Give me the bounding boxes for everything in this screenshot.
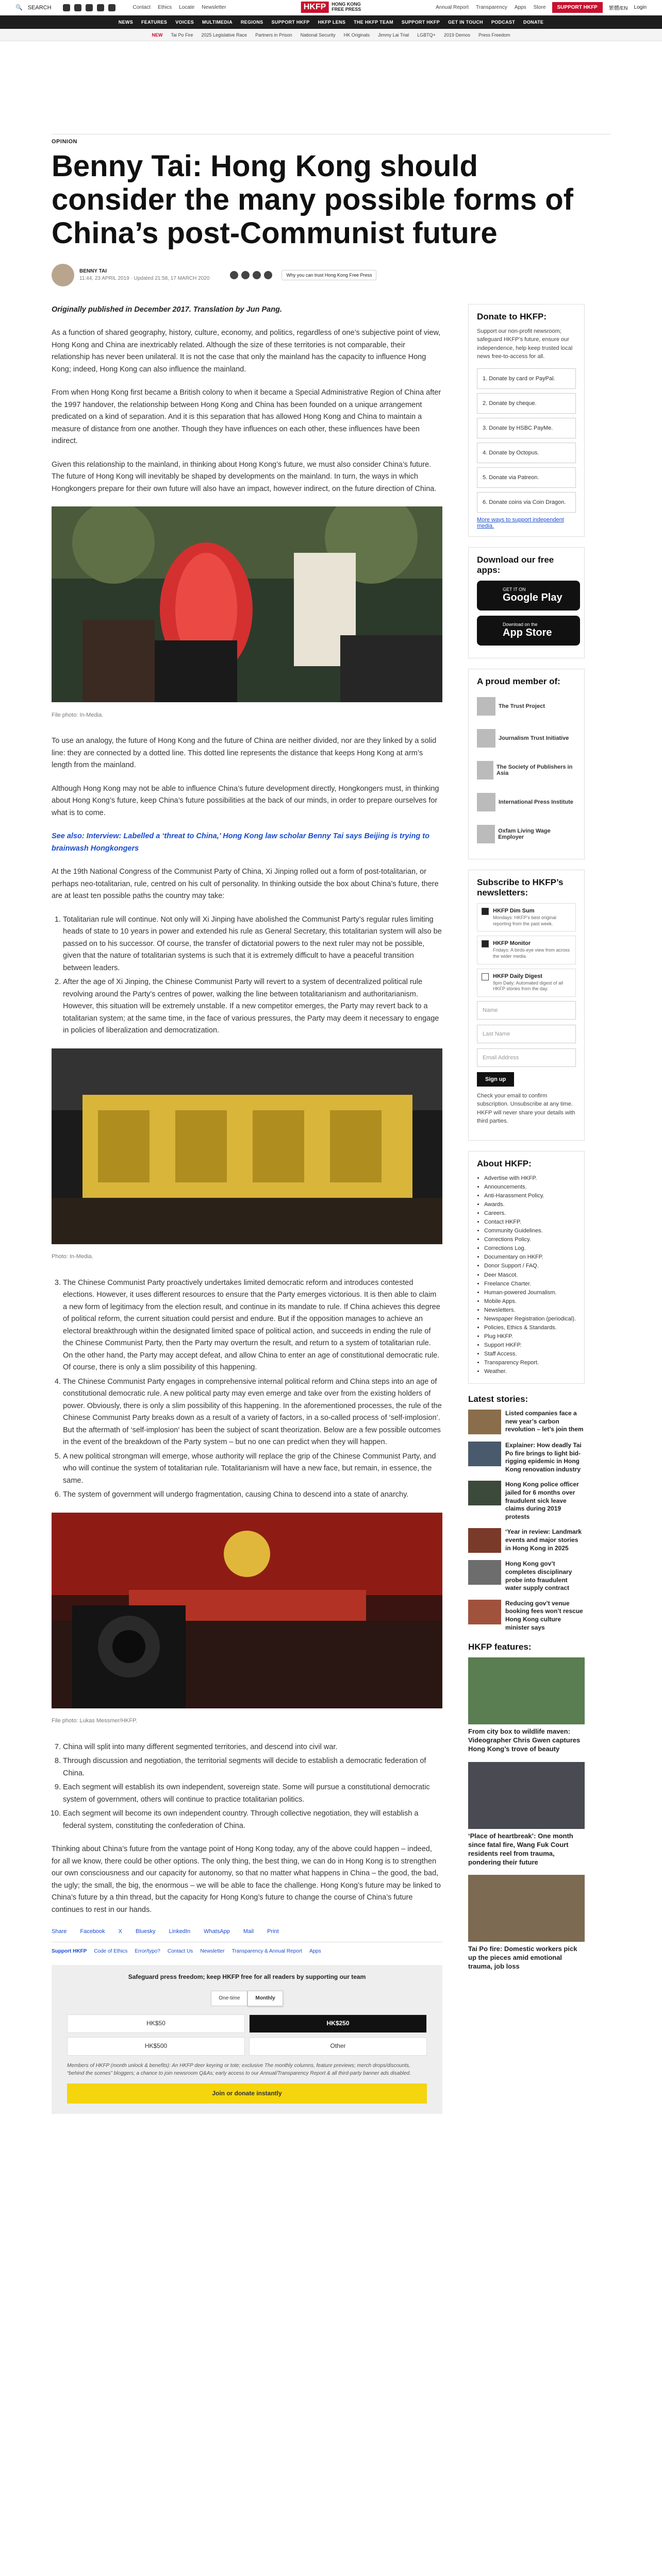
- byline: [79, 268, 209, 281]
- latest-item[interactable]: [468, 1560, 585, 1592]
- member-logo[interactable]: [477, 820, 576, 849]
- app-store-button[interactable]: [477, 616, 580, 646]
- subnav-item[interactable]: Partners in Prison: [255, 32, 292, 38]
- footer-link[interactable]: Code of Ethics: [94, 1948, 128, 1955]
- list-item: 4. The Chinese Communist Party engages in comprehensive internal political reform and China steps into an age of constitutional democratic rule. A new political party may even emerge and take over from the existing holders of power. Obviously, there is only a slim possibility of this happening. In the aforementioned processes, the rule of the Chinese Communist Party breaks down as a result of a variety of factors, in a so-called process of ‘self-implosion’. But the aftermath of ‘self-implosion’ has been the subject of scant theorization. Below are a few possible outcomes in the event of the breakdown of the Party system – but no one can predict when they will happen.: [63, 1376, 442, 1449]
- publish-dates: 11:44, 23 APRIL 2019 · Updated 21:58, 17 MARCH 2020: [79, 276, 210, 282]
- about-link[interactable]: • Deer Mascot.: [484, 1271, 576, 1280]
- about-link[interactable]: • Corrections Policy.: [484, 1235, 576, 1244]
- features-title: HKFP features:: [468, 1642, 532, 1652]
- whatsapp-share-icon[interactable]: [253, 271, 261, 279]
- email-share-icon[interactable]: [264, 271, 272, 279]
- x-icon[interactable]: [74, 4, 81, 11]
- article-title: Benny Tai: Hong Kong should consider the many possible forms of China’s post-Communist future: [52, 149, 573, 250]
- topbar-right: [436, 2, 647, 13]
- footer-link[interactable]: Error/typo?: [135, 1948, 160, 1955]
- footer-link[interactable]: Transparency & Annual Report: [231, 1948, 302, 1955]
- donate-banner: [52, 1965, 442, 2114]
- member-logo-icon: [477, 825, 495, 843]
- donate-text: Support our non-profit newsroom; safeguard HKFP’s future, ensure our independence, help keep trusted local news free-to-access for all.: [477, 328, 573, 360]
- article-header: [0, 134, 608, 286]
- newsletter-option[interactable]: [477, 969, 576, 997]
- feature-item[interactable]: [468, 1762, 585, 1867]
- share-print[interactable]: Print: [267, 1928, 279, 1935]
- amount-option[interactable]: Other: [249, 2037, 427, 2056]
- brand-logo[interactable]: [301, 2, 361, 13]
- about-link[interactable]: • Awards.: [484, 1200, 576, 1209]
- paragraph: As a function of shared geography, history, culture, economy, and politics, regardless of one’s subjective point of view, Hong Kong and China are inextricably related. Although the size of these territories is not comparable, their relationship has never been unilateral. It is not the case that only the mainland has the capacity to influence Hong Kong; indeed, Hong Kong can also influence the mainland.: [52, 329, 441, 374]
- brand-line2: FREE PRESS: [332, 7, 361, 12]
- latest-item[interactable]: [468, 1528, 585, 1553]
- checkbox[interactable]: [482, 908, 489, 915]
- feature-item[interactable]: [468, 1875, 585, 1971]
- share-label: Share: [52, 1928, 67, 1935]
- subnav-item[interactable]: National Security: [300, 32, 336, 38]
- nav-item[interactable]: THE HKFP TEAM: [354, 20, 393, 25]
- share-whatsapp[interactable]: WhatsApp: [204, 1928, 230, 1935]
- top-link[interactable]: Annual Report: [436, 5, 469, 10]
- list-item: 1. Totalitarian rule will continue. Not only will Xi Jinping have abolished the Communist Party’s regular rules limiting heads of state to 10 years in power and extended his rule as General Secretary, this totalitarian system will also be passed on to his successor. Of course, the transfer of dictatorial powers to the next ruler may not be possible, given that the nature of totalitarian systems is such that it is extremely difficult to have a peaceful transition between leaders.: [63, 914, 442, 974]
- latest-headline: Listed companies face a new year’s carbon revolution – let’s join them: [505, 1410, 584, 1433]
- top-links: [133, 5, 226, 10]
- linkedin-icon[interactable]: [108, 4, 115, 11]
- sub-nav: [0, 29, 662, 41]
- member-logo[interactable]: [477, 788, 576, 817]
- subscribe-title: Subscribe to HKFP’s newsletters:: [477, 877, 564, 897]
- newsletter-name: HKFP Monitor: [493, 940, 531, 947]
- last-name-input[interactable]: Last Name: [477, 1025, 576, 1043]
- member-name: Journalism Trust Initiative: [499, 735, 569, 741]
- about-link[interactable]: • Support HKFP.: [484, 1341, 576, 1350]
- see-also-link[interactable]: See also: Interview: Labelled a ‘threat to China,’ Hong Kong law scholar Benny Tai says Beijing is trying to brainwash Hongkongers: [52, 832, 429, 853]
- paragraph: Given this relationship to the mainland, in thinking about Hong Kong’s future, we must also consider China’s future. The future of Hong Kong will inevitably be shaped by developments on the mainland. In turn, the ways in which Hongkongers prepare for their own future will also have an impact, however indirect, on the future direction of China.: [52, 460, 437, 493]
- subnav-item[interactable]: HK Originals: [343, 32, 370, 38]
- nav-item[interactable]: PODCAST: [491, 20, 516, 25]
- donate-option[interactable]: 3. Donate by HSBC PayMe.: [477, 418, 576, 438]
- newsletter-desc: Fridays: A birds-eye view from across the wider media.: [493, 947, 570, 959]
- latest-headline: ‘Year in review: Landmark events and major stories in Hong Kong in 2025: [505, 1528, 582, 1552]
- latest-stories: [468, 1394, 585, 1632]
- newsletter-option[interactable]: [477, 936, 576, 964]
- subnav-item[interactable]: 2019 Demos: [443, 32, 470, 38]
- login-link[interactable]: Login: [634, 5, 647, 10]
- newsletter-box: [468, 870, 585, 1141]
- about-link[interactable]: • Newspaper Registration (periodical).: [484, 1315, 576, 1324]
- feature-item[interactable]: [468, 1657, 585, 1754]
- footer-link[interactable]: Apps: [309, 1948, 321, 1955]
- feature-headline: From city box to wildlife maven: Videographer Chris Gwen captures Hong Kong’s trove of beauty: [468, 1727, 581, 1753]
- page-layout: [0, 304, 662, 2114]
- about-link[interactable]: • Corrections Log.: [484, 1244, 576, 1253]
- latest-item[interactable]: [468, 1442, 585, 1473]
- language-toggle[interactable]: 繁體/EN: [608, 6, 628, 11]
- member-logo-icon: [477, 761, 493, 779]
- paths-list: [52, 1277, 442, 1501]
- share-facebook[interactable]: Facebook: [80, 1928, 105, 1935]
- feature-image: [468, 1657, 585, 1724]
- latest-item[interactable]: [468, 1600, 585, 1632]
- paths-list: [52, 1741, 442, 1832]
- author-avatar: [52, 264, 74, 286]
- app-store-line2: App Store: [503, 627, 552, 639]
- sidebar: [468, 304, 585, 2114]
- subnav-item[interactable]: Press Freedom: [478, 32, 510, 38]
- checkbox[interactable]: [482, 973, 489, 980]
- facebook-share-icon[interactable]: [230, 271, 238, 279]
- photo-caption: File photo: Lukas Messmer/HKFP.: [52, 1718, 138, 1724]
- footer-links: [52, 1947, 442, 1956]
- share-mail[interactable]: Mail: [243, 1928, 254, 1935]
- subnav-item[interactable]: Tai Po Fire: [171, 32, 193, 38]
- latest-headline: Explainer: How deadly Tai Po fire brings to light bid-rigging epidemic in Hong Kong renovation industry: [505, 1442, 582, 1473]
- youtube-icon[interactable]: [97, 4, 104, 11]
- about-link[interactable]: • Careers.: [484, 1209, 576, 1218]
- amount-option[interactable]: HK$50: [67, 2014, 245, 2033]
- member-logo[interactable]: [477, 756, 576, 785]
- member-title: A proud member of:: [477, 676, 560, 686]
- member-box: [468, 669, 585, 859]
- list-item: 6. The system of government will undergo fragmentation, causing China to descend into a state of anarchy.: [63, 1489, 442, 1501]
- top-link[interactable]: Locate: [179, 5, 195, 10]
- nav-item[interactable]: GET IN TOUCH: [448, 20, 483, 25]
- about-link[interactable]: • Staff Access.: [484, 1350, 576, 1359]
- subnav-item[interactable]: LGBTQ+: [417, 32, 436, 38]
- nav-item[interactable]: HKFP LENS: [318, 20, 346, 25]
- support-button[interactable]: SUPPORT HKFP: [552, 2, 603, 13]
- monthly-tab[interactable]: Monthly: [247, 1991, 283, 2006]
- trust-link[interactable]: Why you can trust Hong Kong Free Press: [282, 270, 376, 280]
- author-name[interactable]: BENNY TAI: [79, 268, 107, 275]
- top-link[interactable]: Store: [533, 5, 546, 10]
- member-logo[interactable]: [477, 724, 576, 753]
- donate-box: [468, 304, 585, 537]
- latest-title: Latest stories:: [468, 1394, 528, 1404]
- latest-thumb: [468, 1442, 501, 1466]
- brand-short: HKFP: [301, 2, 329, 13]
- donate-banner-header: Safeguard press freedom; keep HKFP free for all readers by supporting our team: [128, 1973, 366, 1981]
- nav-item[interactable]: DONATE: [523, 20, 544, 25]
- top-links-right: [436, 5, 545, 10]
- feature-headline: Tai Po fire: Domestic workers pick up the pieces amid emotional trauma, job loss: [468, 1945, 577, 1971]
- paragraph: At the 19th National Congress of the Communist Party of China, Xi Jinping rolled out a form of post-totalitarian, or perhaps neo-totalitarian, rule, centred on his cult of personality. In thinking outside the box about China’s future, there are at least ten possible paths the country may take:: [52, 868, 439, 901]
- nav-item[interactable]: NEWS: [118, 20, 133, 25]
- article-photo: [52, 1513, 442, 1713]
- frequency-toggle: [67, 1991, 427, 2006]
- footer-link[interactable]: Contact Us: [167, 1948, 193, 1955]
- donate-title: Donate to HKFP:: [477, 311, 547, 321]
- about-link[interactable]: • Policies, Ethics & Standards.: [484, 1324, 576, 1332]
- donate-option[interactable]: 5. Donate via Patreon.: [477, 467, 576, 488]
- signup-button[interactable]: Sign up: [477, 1072, 514, 1087]
- newsletter-desc: Mondays: HKFP’s best original reporting from the past week.: [493, 914, 556, 926]
- member-name: Oxfam Living Wage Employer: [498, 827, 551, 840]
- donate-option[interactable]: 1. Donate by card or PayPal.: [477, 368, 576, 389]
- member-logo[interactable]: [477, 692, 576, 721]
- social-icons: [63, 4, 115, 11]
- app-store-line1: Download on the: [503, 622, 538, 628]
- topbar-left: [15, 4, 226, 11]
- article-meta: [52, 264, 608, 286]
- member-name: International Press Institute: [499, 799, 573, 805]
- subnav-item[interactable]: 2025 Legislative Race: [201, 32, 247, 38]
- list-item: 2. After the age of Xi Jinping, the Chinese Communist Party will revert to a system of decentralized political rule revolving around the Party’s centres of power, walking the line between totalitarianism and authoritarianism. However, this situation will be extremely unstable. If a new competitor emerges, the Party may revert back to a totalitarian system; at the same time, in the face of various pressures, the Party may deem it necessary to engage in policies of liberalization and democratization.: [63, 976, 442, 1037]
- apps-title: Download our free apps:: [477, 554, 554, 575]
- nav-item[interactable]: SUPPORT HKFP: [271, 20, 310, 25]
- donate-option[interactable]: 6. Donate coins via Coin Dragon.: [477, 492, 576, 513]
- google-play-line1: GET IT ON: [503, 587, 526, 592]
- about-title: About HKFP:: [477, 1158, 532, 1168]
- top-link[interactable]: Newsletter: [202, 5, 226, 10]
- congress-photo: [52, 1513, 442, 1708]
- newsletter-name: HKFP Dim Sum: [493, 907, 535, 914]
- latest-thumb: [468, 1481, 501, 1505]
- amount-option[interactable]: HK$250: [249, 2014, 427, 2033]
- list-item: 10. Each segment will become its own independent country. Through collective negotiation, they will establish a federal system, constituting the confederation of China.: [63, 1808, 442, 1832]
- latest-headline: Hong Kong police officer jailed for 6 months over fraudulent sick leave claims during 2019 protests: [505, 1481, 579, 1520]
- member-name: The Trust Project: [499, 703, 545, 709]
- google-play-button[interactable]: [477, 581, 580, 611]
- list-item: 9. Each segment will establish its own independent, sovereign state. Some will pursue a constitutional democratic system of government, others will continue to practice totalitarian politics.: [63, 1782, 442, 1806]
- share-linkedin[interactable]: LinkedIn: [169, 1928, 191, 1935]
- one-time-tab[interactable]: One-time: [211, 1991, 247, 2006]
- about-link[interactable]: • Contact HKFP.: [484, 1218, 576, 1227]
- main-nav: [0, 15, 662, 29]
- about-link[interactable]: • Anti-Harassment Policy.: [484, 1192, 576, 1200]
- nav-item[interactable]: FEATURES: [141, 20, 168, 25]
- list-item: 5. A new political strongman will emerge, whose authority will replace the grip of the Chinese Communist Party, and who will continue the system of totalitarian rule. Totalitarianism will have a new face, but remain, in essence, the same.: [63, 1451, 442, 1487]
- about-link[interactable]: • Newsletters.: [484, 1306, 576, 1315]
- protest-photo: [52, 506, 442, 702]
- top-link[interactable]: Ethics: [158, 5, 172, 10]
- checkbox[interactable]: [482, 940, 489, 947]
- latest-thumb: [468, 1600, 501, 1624]
- more-ways-link[interactable]: More ways to support independent media.: [477, 516, 564, 529]
- about-link[interactable]: • Documentary on HKFP.: [484, 1253, 576, 1262]
- footer-link[interactable]: Support HKFP: [52, 1948, 87, 1955]
- x-share-icon[interactable]: [241, 271, 250, 279]
- member-name: The Society of Publishers in Asia: [496, 764, 573, 776]
- photo-caption: File photo: In-Media.: [52, 711, 104, 718]
- latest-headline: Hong Kong gov’t completes disciplinary probe into fraudulent water supply contract: [505, 1560, 572, 1592]
- email-input[interactable]: Email Address: [477, 1048, 576, 1067]
- paths-list: [52, 914, 442, 1037]
- member-benefits-note: Members of HKFP (month unlock & benefits): An HKFP deer keyring or tote; exclusive The monthly columns, feature previews; merch drops/discounts, “behind the scenes” bloggers; a chance to join newsroom Q&As; early access to our Annual/Transparency Report & all third-party banner ads disabled.: [67, 2062, 411, 2076]
- latest-headline: Reducing gov’t venue booking fees won’t rescue Hong Kong culture minister says: [505, 1599, 583, 1631]
- search-link[interactable]: SEARCH: [27, 4, 52, 11]
- donate-option[interactable]: 4. Donate by Octopus.: [477, 443, 576, 463]
- confirm-text: Check your email to confirm subscription. Unsubscribe at any time. HKFP will never share your details with third parties.: [477, 1092, 575, 1125]
- feature-headline: ‘Place of heartbreak’: One month since fatal fire, Wang Fuk Court residents reel from trauma, pondering their future: [468, 1832, 573, 1866]
- top-link[interactable]: Apps: [514, 5, 526, 10]
- about-link[interactable]: • Announcements.: [484, 1183, 576, 1192]
- top-link[interactable]: Transparency: [476, 5, 507, 10]
- search-icon[interactable]: 🔍: [15, 5, 23, 11]
- join-button[interactable]: Join or donate instantly: [67, 2083, 427, 2104]
- name-input[interactable]: Name: [477, 1001, 576, 1020]
- about-link[interactable]: • Advertise with HKFP.: [484, 1174, 576, 1183]
- about-link[interactable]: • Donor Support / FAQ.: [484, 1262, 576, 1270]
- member-logo-icon: [477, 697, 495, 716]
- list-item: 8. Through discussion and negotiation, the territorial segments will decide to establish a democratic federation of China.: [63, 1755, 442, 1780]
- about-link[interactable]: • Transparency Report.: [484, 1359, 576, 1367]
- about-link[interactable]: • Plug HKFP.: [484, 1332, 576, 1341]
- latest-thumb: [468, 1560, 501, 1585]
- donate-option[interactable]: 2. Donate by cheque.: [477, 393, 576, 414]
- share-icons: [230, 271, 272, 279]
- nav-item[interactable]: SUPPORT HKFP: [401, 20, 440, 25]
- apps-box: [468, 547, 585, 658]
- member-logo-icon: [477, 729, 495, 748]
- amount-grid: [67, 2014, 427, 2056]
- google-play-line2: Google Play: [503, 592, 562, 604]
- nav-item[interactable]: VOICES: [175, 20, 194, 25]
- paragraph: Although Hong Kong may not be able to influence China’s future development directly, Hongkongers must, in thinking about Hong Kong’s future, keep China’s future possibilities at the back of our minds, in order to prepare ourselves for what is to come.: [52, 784, 439, 817]
- newsletter-name: HKFP Daily Digest: [493, 973, 542, 979]
- paragraph: Thinking about China’s future from the vantage point of Hong Kong today, any of the above could happen – indeed, for all we know, there could be other options. The only thing, the best thing, we can do in Hong Kong is to strengthen our own consciousness and our capacity for autonomy, so that no matter what happens in China – the good, the bad, the ugly; the small, the big, the enormous – we will be able to face the challenge. Hong Kong’s future may be linked to China’s future by a thin thread, but the capacity for Hong Kong’s future to change the course of China’s future continues to rest in our hands.: [52, 1845, 441, 1914]
- new-badge: NEW: [152, 32, 163, 38]
- newsletter-desc: 9pm Daily: Automated digest of all HKFP stories from the day.: [493, 980, 564, 992]
- paragraph: From when Hong Kong first became a British colony to when it became a Special Administrative Region of China after the 1997 handover, the relationship between Hong Kong and China has been founded on a unique arrangement predicated on a kind of separation. And it is this separation that has allowed Hong Kong and China to maintain a measure of distance from one another. Though they have influences on each other, these influences have been indirect.: [52, 388, 441, 446]
- latest-thumb: [468, 1410, 501, 1434]
- share-bluesky[interactable]: Bluesky: [136, 1928, 156, 1935]
- article-photo: [52, 506, 442, 706]
- facebook-icon[interactable]: [63, 4, 70, 11]
- about-list: [477, 1174, 576, 1376]
- about-link[interactable]: • Freelance Charter.: [484, 1280, 576, 1289]
- amount-option[interactable]: HK$500: [67, 2037, 245, 2056]
- section-label[interactable]: OPINION: [52, 134, 610, 145]
- feature-image: [468, 1875, 585, 1942]
- member-logo-icon: [477, 793, 495, 811]
- top-link[interactable]: Contact: [133, 5, 151, 10]
- article-photo: [52, 1048, 442, 1248]
- brand-name: [332, 2, 361, 12]
- subnav-item[interactable]: Jimmy Lai Trial: [378, 32, 409, 38]
- about-link[interactable]: • Community Guidelines.: [484, 1227, 576, 1235]
- latest-item[interactable]: [468, 1481, 585, 1521]
- latest-thumb: [468, 1528, 501, 1553]
- share-x[interactable]: X: [118, 1928, 123, 1935]
- hkfp-features: [468, 1642, 585, 1971]
- article-lead: Originally published in December 2017. Translation by Jun Pang.: [52, 305, 282, 314]
- brand-line1: HONG KONG: [332, 2, 361, 7]
- list-item: 7. China will split into many different segmented territories, and descend into civil war.: [63, 1741, 442, 1753]
- feature-image: [468, 1762, 585, 1829]
- newsletter-option[interactable]: [477, 903, 576, 931]
- article-body: [52, 304, 442, 2114]
- nav-item[interactable]: REGIONS: [240, 20, 263, 25]
- about-link[interactable]: • Human-powered Journalism.: [484, 1289, 576, 1297]
- banner-protest-photo: [52, 1048, 442, 1244]
- paragraph: To use an analogy, the future of Hong Kong and the future of China are neither divided, nor are they linked by a solid line: they are connected by a dotted line. This dotted line represents the distance that keeps Hong Kong at arm’s length from the mainland.: [52, 737, 437, 770]
- about-link[interactable]: • Weather.: [484, 1367, 576, 1376]
- photo-caption: Photo: In-Media.: [52, 1253, 93, 1260]
- latest-item[interactable]: [468, 1410, 585, 1434]
- instagram-icon[interactable]: [86, 4, 93, 11]
- list-item: 3. The Chinese Communist Party proactively undertakes limited democratic reform and introduces contested elections. However, it uses different resources to ensure that the Party emerges victorious. It is then able to claim a new form of legitimacy from the election result, and continue in its mandate to rule. If China achieves this degree of political reform, the current situation could persist and endure. But if the opposition manages to achieve an electoral breakthrough within the designated limited space of political action, and succeeds in ending the rule of the Chinese Communist Party, then the Party may overturn the result, and return to a system of totalitarian rule. On the other hand, the Party may accept defeat, and allow China to enter an age of constitutional democratic rule. Of course, there is only a slim possibility of this happening.: [63, 1277, 442, 1374]
- share-row: [52, 1927, 442, 1942]
- nav-item[interactable]: MULTIMEDIA: [202, 20, 233, 25]
- top-utility-bar: [0, 0, 662, 15]
- footer-link[interactable]: Newsletter: [200, 1948, 225, 1955]
- about-box: [468, 1151, 585, 1384]
- about-link[interactable]: • Mobile Apps.: [484, 1297, 576, 1306]
